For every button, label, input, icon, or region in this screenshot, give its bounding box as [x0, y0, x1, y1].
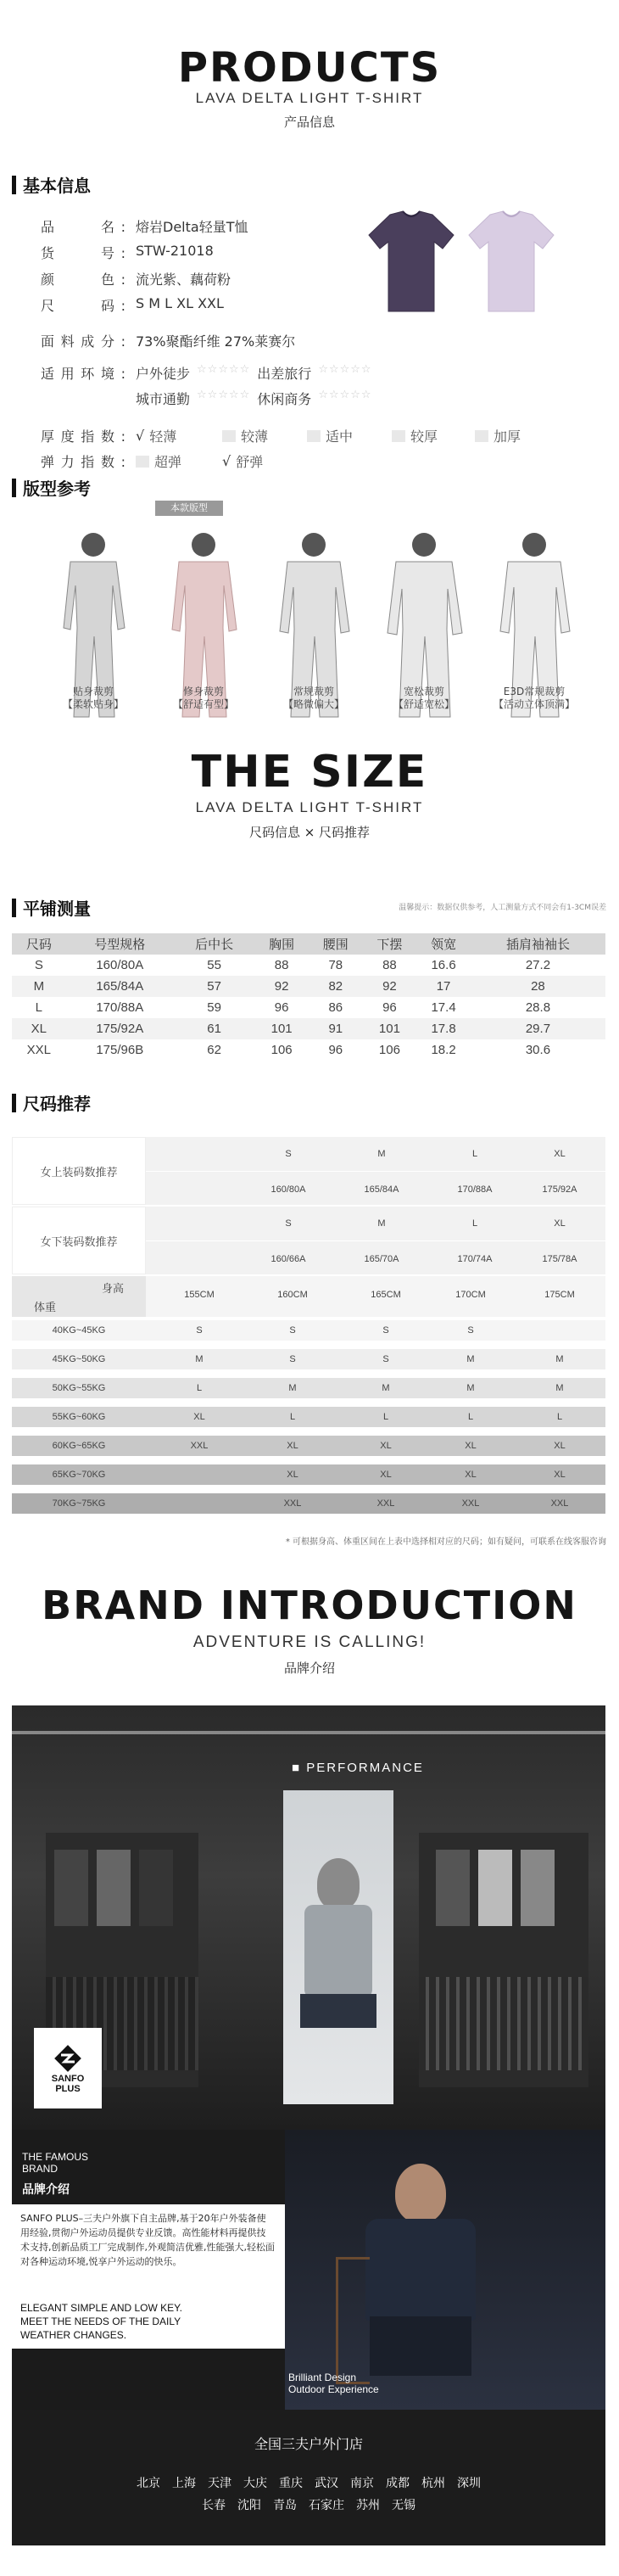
table-cell: 106 — [270, 1043, 293, 1057]
env-item: 出差旅行 — [257, 366, 312, 382]
table-cell: 28.8 — [525, 1000, 551, 1015]
table-row — [12, 976, 605, 997]
fit-desc: 【略微偏大】 — [282, 698, 344, 710]
info-value: STW-21018 — [136, 243, 214, 259]
env-row-1 — [41, 363, 372, 383]
size-cell: S — [382, 1354, 389, 1364]
checkbox-icon — [222, 430, 236, 442]
spec-cell: 170/88A — [457, 1184, 493, 1195]
env-item: 城市通勤 — [136, 391, 191, 407]
size-cn: 尺码信息 × 尺码推荐 — [248, 825, 371, 840]
env-item: 户外徒步 — [136, 366, 191, 382]
thickness-option — [475, 426, 521, 445]
size-cell: XL — [380, 1470, 392, 1480]
fit-label-loose — [373, 686, 475, 711]
size-footnote: * 可根据身高、体重区间在上表中选择相对应的尺码；如有疑问，可联系在线客服咨询 — [285, 1537, 606, 1547]
table-cell: 91 — [309, 1018, 363, 1039]
info-row-size — [41, 295, 224, 315]
spec-cell: 175/78A — [542, 1254, 577, 1264]
table-cell: 86 — [328, 1000, 343, 1015]
height-label: 身高 — [102, 1283, 125, 1296]
table-cell: 27.2 — [525, 958, 551, 972]
table-cell: 61 — [174, 1018, 254, 1039]
height-cell: 170CM — [455, 1290, 486, 1300]
table-cell: 175/96B — [96, 1043, 144, 1057]
fit-name: 宽松裁剪 — [403, 686, 444, 697]
clothes-rack — [419, 1833, 588, 2087]
brand-description: SANFO PLUS–三夫户外旗下自主品牌,基于20年户外装备使用经验,贯彻户外运动员提供专业反馈。高性能材料再提供技术支持,创新品质工厂完成制作,外观简洁优雅,性能强大,轻松面对各种运动环境,悦享户外运动的快乐。 — [20, 2213, 275, 2267]
measure-note: 温馨提示：数据仅供参考，人工测量方式不同会有1-3CM误差 — [399, 904, 606, 912]
table-cell: 18.2 — [431, 1043, 456, 1057]
table-cell: 28 — [471, 976, 605, 997]
size-cell: XXL — [376, 1498, 395, 1509]
fit-desc: 【活动立体顶满】 — [493, 698, 575, 710]
section-bar — [12, 899, 16, 917]
measure-section — [12, 895, 91, 920]
info-key: 尺 码: — [41, 298, 125, 314]
info-value: 流光紫、藕荷粉 — [136, 272, 231, 288]
info-value: 熔岩Delta轻量T恤 — [136, 219, 248, 235]
info-value: 73%聚酯纤维 27%莱赛尔 — [136, 333, 296, 350]
tshirt-pink-image — [465, 208, 558, 318]
cities-row-2 — [12, 2496, 605, 2513]
basic-info-section — [12, 172, 91, 197]
table-cell: 165/84A — [66, 976, 174, 997]
fit-desc: 【柔软贴身】 — [62, 698, 124, 710]
section-bar — [12, 479, 16, 497]
city-item: 石家庄 — [309, 2499, 344, 2512]
women-top-label: 女上装码数推荐 — [40, 1165, 118, 1179]
info-row-color — [41, 269, 231, 288]
height-cell: 155CM — [184, 1290, 215, 1300]
weight-cell: 60KG~65KG — [52, 1441, 106, 1451]
info-key: 品 名: — [41, 219, 125, 235]
size-cell: M — [555, 1354, 564, 1364]
height-cell: 165CM — [371, 1290, 401, 1300]
fit-name: 修身裁剪 — [182, 686, 224, 697]
products-cn: 产品信息 — [283, 115, 335, 130]
option-label: 轻薄 — [149, 428, 177, 445]
table-cell: XXL — [26, 1043, 51, 1057]
city-item: 杭州 — [421, 2477, 445, 2490]
table-cell: 88 — [382, 958, 397, 972]
table-cell: 101 — [363, 1018, 417, 1039]
table-cell: 78 — [328, 958, 343, 972]
performance-sign: ■ PERFORMANCE — [292, 1761, 424, 1775]
checkbox-icon — [392, 430, 405, 442]
current-fit-badge: 本款版型 — [155, 501, 223, 516]
city-item: 青岛 — [273, 2499, 297, 2512]
elastic-option — [136, 451, 181, 471]
size-cell: L — [556, 1412, 563, 1422]
option-label: 较薄 — [241, 428, 269, 445]
spec-cell: 165/84A — [364, 1184, 399, 1195]
city-item: 苏州 — [356, 2499, 380, 2512]
weight-cell: 65KG~70KG — [52, 1470, 106, 1480]
famous-brand-cn: 品牌介绍 — [22, 2183, 70, 2197]
table-cell: 62 — [207, 1043, 221, 1057]
logo-text: SANFO PLUS — [51, 2073, 85, 2094]
table-cell: 29.7 — [471, 1018, 605, 1039]
city-item: 上海 — [172, 2477, 196, 2490]
size-cell: S — [289, 1325, 296, 1336]
table-cell: 59 — [207, 1000, 221, 1015]
size-cell: XL — [554, 1218, 566, 1229]
size-cell: L — [196, 1383, 203, 1393]
divider — [146, 1240, 605, 1241]
weight-label: 体重 — [34, 1302, 57, 1314]
size-cell: XL — [554, 1470, 566, 1480]
tshirt-purple-image — [365, 208, 458, 318]
thickness-option — [392, 426, 438, 445]
info-row-name — [41, 216, 248, 236]
products-title: PRODUCTS — [177, 44, 442, 92]
table-cell: M — [12, 976, 66, 997]
table-header: 插肩袖袖长 — [471, 933, 605, 955]
table-header-row — [12, 933, 605, 955]
rating-stars-icon: ☆☆☆☆☆ — [197, 363, 251, 376]
checkbox-icon — [475, 430, 488, 442]
size-cell: L — [471, 1149, 478, 1159]
table-cell: 16.6 — [431, 958, 456, 972]
size-title: THE SIZE — [191, 747, 428, 798]
table-cell: 96 — [328, 1043, 343, 1057]
table-cell: 57 — [174, 976, 254, 997]
table-header: 胸围 — [254, 933, 309, 955]
size-cell: XXL — [461, 1498, 480, 1509]
rating-stars-icon: ☆☆☆☆☆ — [318, 389, 372, 401]
brand-slogan: ELEGANT SIMPLE AND LOW KEY. MEET THE NEEDS OF THE DAILY WEATHER CHANGES. — [20, 2302, 182, 2341]
elastic-row — [41, 451, 136, 471]
table-cell: 17.8 — [416, 1018, 471, 1039]
size-cell: S — [285, 1218, 292, 1229]
size-cell: M — [382, 1383, 390, 1393]
products-subtitle: LAVA DELTA LIGHT T-SHIRT — [195, 90, 424, 106]
size-cell: S — [467, 1325, 474, 1336]
info-key: 货 号: — [41, 245, 125, 261]
poster-panel — [283, 1790, 393, 2104]
weight-cell: 45KG~50KG — [52, 1354, 106, 1364]
model-photo — [285, 2130, 605, 2410]
size-cell: XXL — [550, 1498, 569, 1509]
city-item: 武汉 — [315, 2477, 338, 2490]
city-item: 成都 — [386, 2477, 410, 2490]
size-cell: XL — [554, 1149, 566, 1159]
table-cell: L — [35, 1000, 42, 1015]
section-bar — [12, 176, 16, 194]
performance-text: PERFORMANCE — [306, 1761, 424, 1775]
table-header: 后中长 — [174, 933, 254, 955]
thickness-row — [41, 426, 136, 445]
table-cell: 175/92A — [66, 1018, 174, 1039]
table-cell: S — [34, 958, 43, 972]
height-cell: 175CM — [544, 1290, 575, 1300]
fit-name: 贴身裁剪 — [72, 686, 114, 697]
table-cell: 55 — [207, 958, 221, 972]
spec-cell: 165/70A — [364, 1254, 399, 1264]
sanfo-plus-logo — [34, 2028, 102, 2108]
size-cell: M — [466, 1354, 475, 1364]
checkbox-icon — [136, 456, 149, 468]
size-cell: XL — [287, 1470, 298, 1480]
size-cell: S — [196, 1325, 203, 1336]
table-cell: 17.4 — [431, 1000, 456, 1015]
store-light — [12, 1731, 605, 1734]
brilliant-design-text: Brilliant Design Outdoor Experience — [288, 2372, 379, 2395]
table-cell: 170/88A — [96, 1000, 144, 1015]
city-item: 深圳 — [457, 2477, 481, 2490]
table-cell: 82 — [309, 976, 363, 997]
option-label: 较厚 — [410, 428, 438, 445]
table-cell: 101 — [254, 1018, 309, 1039]
fit-label-regular — [263, 686, 365, 711]
size-cell — [161, 1493, 237, 1514]
size-cell — [161, 1464, 237, 1485]
size-cell: L — [382, 1412, 389, 1422]
spec-cell: 170/74A — [457, 1254, 493, 1264]
option-label: 舒弹 — [236, 454, 264, 470]
info-key: 面料成分: — [41, 333, 125, 350]
size-cell: M — [466, 1383, 475, 1393]
check-icon: √ — [136, 428, 145, 444]
thickness-option — [222, 426, 268, 445]
check-icon: √ — [222, 453, 231, 469]
size-subtitle: LAVA DELTA LIGHT T-SHIRT — [195, 799, 424, 815]
table-row — [12, 1018, 605, 1039]
weight-cell: 55KG~60KG — [52, 1412, 106, 1422]
basic-info-title: 基本信息 — [23, 176, 91, 196]
height-cell: 160CM — [277, 1290, 308, 1300]
fit-section — [12, 475, 91, 500]
size-cell: L — [471, 1218, 478, 1229]
table-cell: 30.6 — [525, 1043, 551, 1057]
famous-brand-text: THE FAMOUS BRAND — [22, 2151, 89, 2175]
weight-cell: 40KG~45KG — [52, 1325, 106, 1336]
height-weight-corner — [12, 1276, 146, 1317]
city-item: 无锡 — [392, 2499, 415, 2512]
option-label: 适中 — [326, 428, 354, 445]
table-row — [12, 955, 605, 976]
table-cell: 160/80A — [96, 958, 144, 972]
rating-stars-icon: ☆☆☆☆☆ — [318, 363, 372, 376]
brand-subtitle: ADVENTURE IS CALLING! — [192, 1633, 427, 1651]
size-cell: XL — [465, 1470, 477, 1480]
info-key: 颜 色: — [41, 272, 125, 288]
table-cell: 96 — [274, 1000, 289, 1015]
cities-row-1 — [12, 2474, 605, 2491]
env-label: 适用环境: — [41, 366, 125, 382]
fit-label-fitted — [153, 686, 254, 711]
thickness-option — [136, 426, 176, 445]
women-bottom-label: 女下装码数推荐 — [40, 1235, 118, 1248]
size-cell: L — [467, 1412, 474, 1422]
info-row-sku — [41, 243, 214, 262]
size-cell: M — [377, 1218, 386, 1229]
fit-title: 版型参考 — [23, 479, 91, 499]
size-cell: M — [195, 1354, 204, 1364]
fit-desc: 【舒适宽松】 — [393, 698, 454, 710]
option-label: 超弹 — [154, 454, 182, 470]
divider — [146, 1171, 605, 1172]
table-cell: 92 — [363, 976, 417, 997]
table-header: 尺码 — [12, 933, 66, 955]
fit-label-slim — [42, 686, 144, 711]
city-item: 北京 — [137, 2477, 160, 2490]
table-cell: 96 — [382, 1000, 397, 1015]
table-header: 下摆 — [363, 933, 417, 955]
elastic-label: 弹力指数: — [41, 454, 125, 470]
table-cell: XL — [12, 1018, 66, 1039]
size-cell: XXL — [283, 1498, 302, 1509]
city-item: 天津 — [208, 2477, 231, 2490]
fit-desc: 【舒适有型】 — [172, 698, 234, 710]
size-cell: M — [288, 1383, 297, 1393]
table-cell: 106 — [378, 1043, 400, 1057]
table-row — [12, 1039, 605, 1061]
spec-cell: 160/66A — [270, 1254, 306, 1264]
city-item: 长春 — [202, 2499, 226, 2512]
section-bar — [12, 1094, 16, 1112]
size-cell: S — [285, 1149, 292, 1159]
rating-stars-icon: ☆☆☆☆☆ — [197, 389, 251, 401]
thickness-option — [307, 426, 353, 445]
weight-cell: 70KG~75KG — [52, 1498, 106, 1509]
size-cell: XL — [193, 1412, 205, 1422]
option-label: 加厚 — [494, 428, 521, 445]
sanfo-logo-icon — [53, 2043, 83, 2074]
spec-cell: 175/92A — [542, 1184, 577, 1195]
brand-title: BRAND INTRODUCTION — [42, 1582, 577, 1628]
table-header: 腰围 — [309, 933, 363, 955]
table-header: 号型规格 — [66, 933, 174, 955]
weight-cell: 50KG~55KG — [52, 1383, 106, 1393]
measure-table — [12, 933, 605, 1061]
table-cell: 17 — [416, 976, 471, 997]
size-cell: L — [289, 1412, 296, 1422]
brand-cn: 品牌介绍 — [283, 1660, 335, 1676]
recommend-section — [12, 1090, 91, 1115]
info-value: S M L XL XXL — [136, 295, 224, 311]
size-cell: XL — [554, 1441, 566, 1451]
fit-name: E3D常规裁剪 — [503, 686, 566, 697]
measure-title: 平铺测量 — [23, 899, 91, 919]
size-cell: S — [289, 1354, 296, 1364]
table-cell: 92 — [254, 976, 309, 997]
size-cell: XL — [465, 1441, 477, 1451]
fit-label-e3d — [483, 686, 585, 711]
city-item: 大庆 — [243, 2477, 267, 2490]
checkbox-icon — [307, 430, 321, 442]
elastic-option — [222, 451, 263, 471]
thickness-label: 厚度指数: — [41, 428, 125, 445]
size-cell: XXL — [190, 1441, 209, 1451]
stores-title: 全国三夫户外门店 — [254, 2436, 363, 2452]
fit-name: 常规裁剪 — [293, 686, 334, 697]
info-row-fabric — [41, 331, 295, 350]
size-cell: XL — [287, 1441, 298, 1451]
table-cell: 88 — [274, 958, 289, 972]
recommend-title: 尺码推荐 — [23, 1094, 91, 1114]
size-cell: XL — [380, 1441, 392, 1451]
city-item: 南京 — [350, 2477, 374, 2490]
size-cell: M — [555, 1383, 564, 1393]
env-item: 休闲商务 — [257, 391, 312, 407]
size-cell — [521, 1320, 598, 1341]
spec-cell: 160/80A — [270, 1184, 306, 1195]
city-item: 沈阳 — [237, 2499, 261, 2512]
table-row — [12, 997, 605, 1018]
env-row-2 — [136, 389, 372, 408]
size-cell: S — [382, 1325, 389, 1336]
table-header: 领宽 — [416, 933, 471, 955]
size-cell: M — [377, 1149, 386, 1159]
city-item: 重庆 — [279, 2477, 303, 2490]
